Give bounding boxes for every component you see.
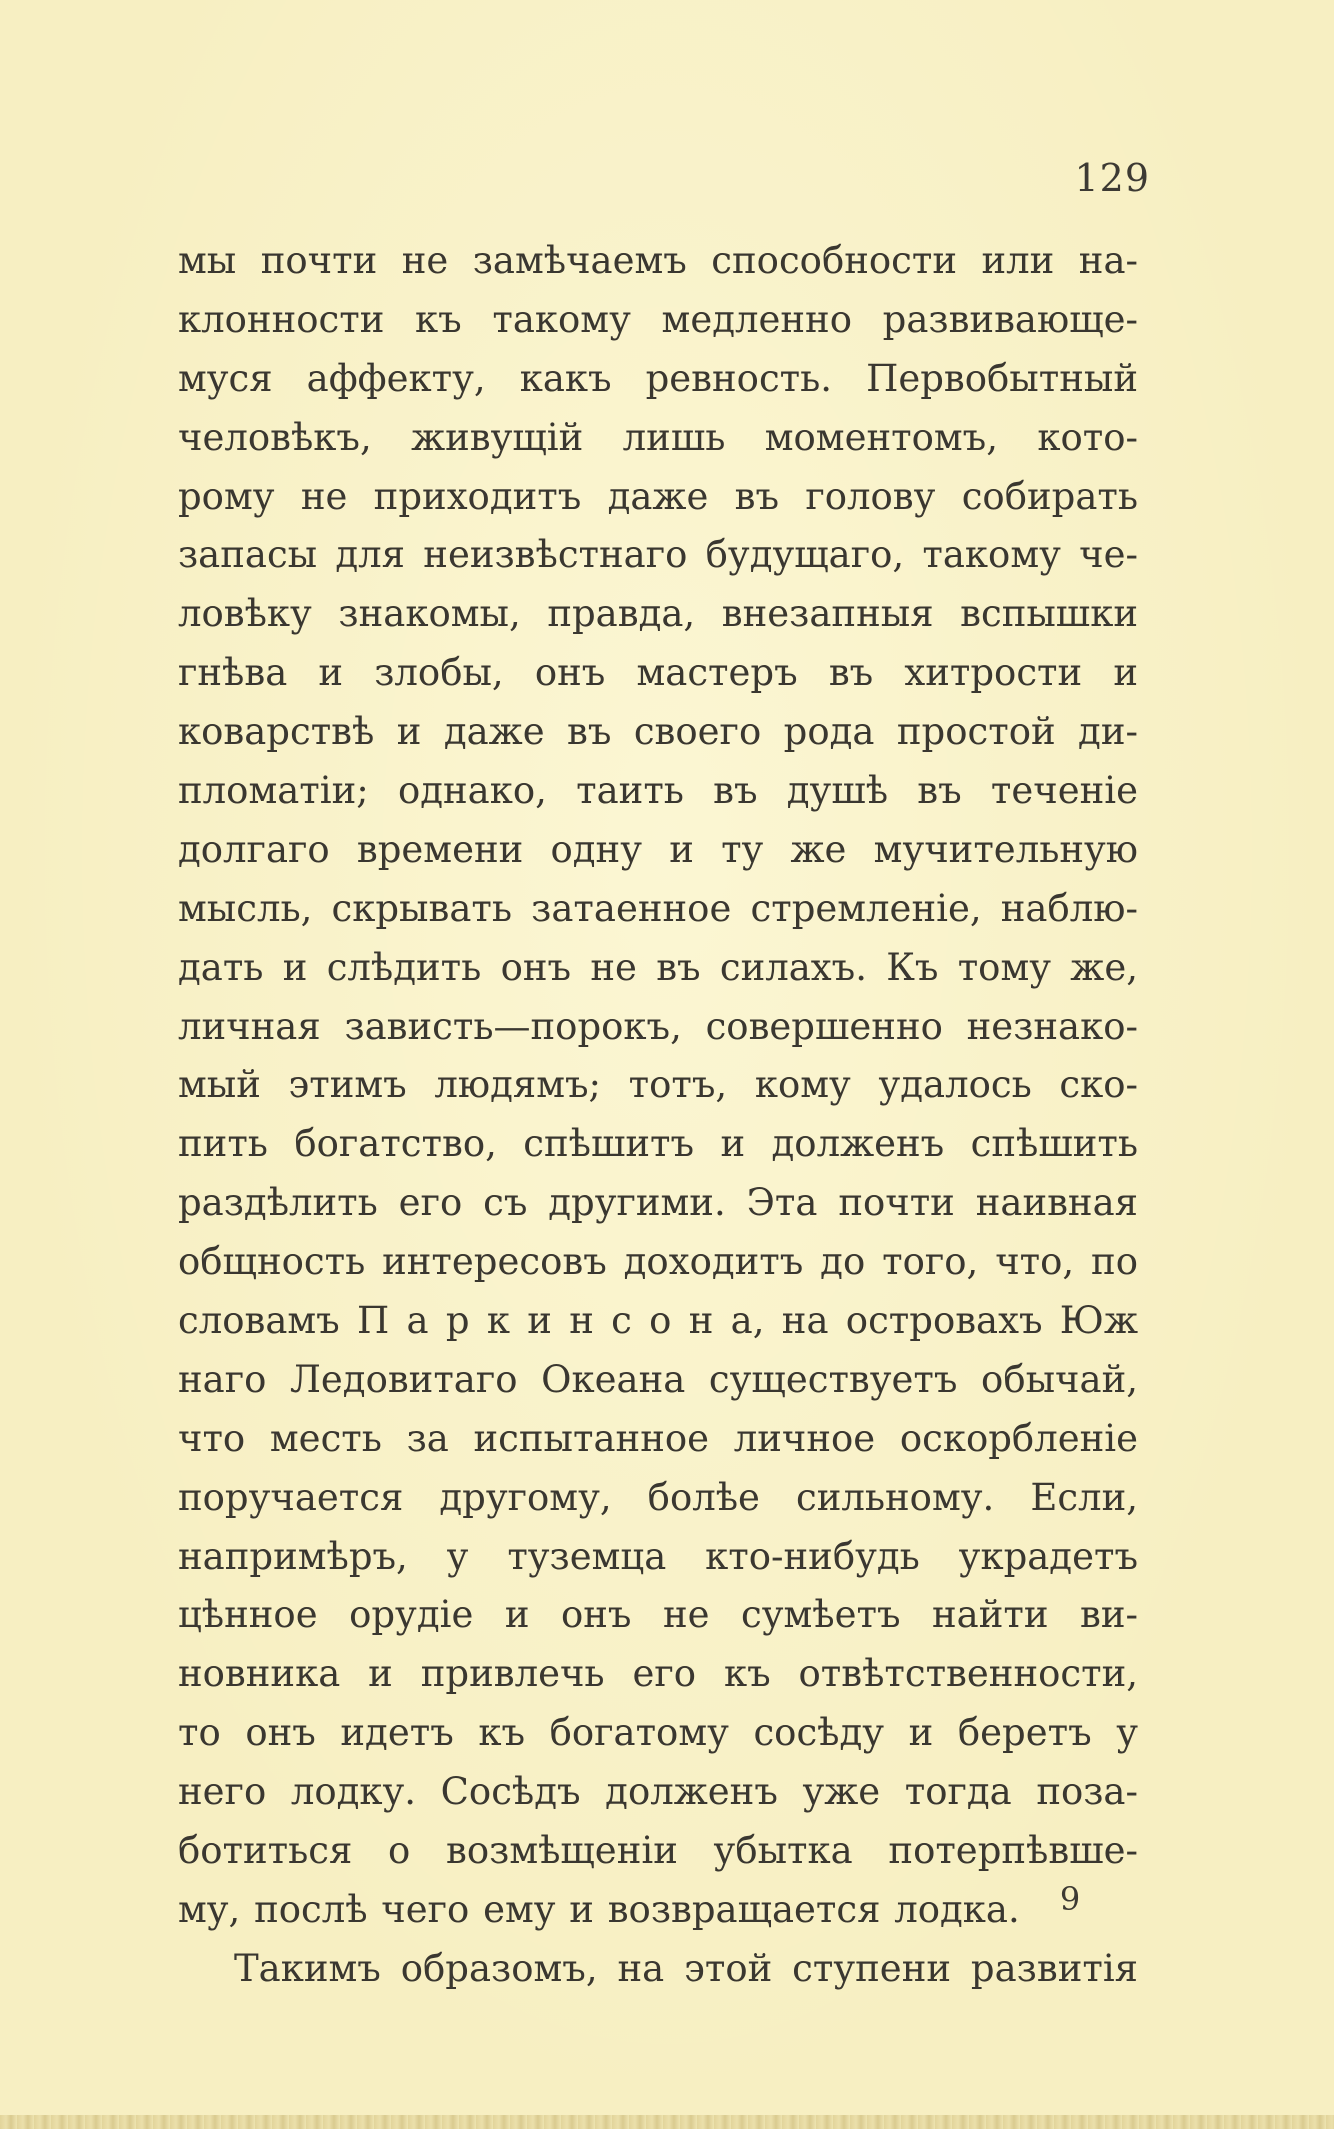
text-line: мый этимъ людямъ; тотъ, кому удалось ско- (178, 1063, 1138, 1107)
text-line: новника и привлечь его къ отвѣтственности, (178, 1652, 1138, 1696)
text-line: раздѣлить его съ другими. Эта почти наивная (178, 1181, 1138, 1225)
text-line: напримѣръ, у туземца кто-нибудь украдетъ (178, 1534, 1138, 1578)
text-line: него лодку. Сосѣдъ долженъ уже тогда поза- (178, 1770, 1138, 1814)
text-line: мы почти не замѣчаемъ способности или на- (178, 239, 1138, 282)
text-line-paragraph-end: му, послѣ чего ему и возвращается лодка. (178, 1887, 1020, 1931)
printer-signature-mark: 9 (1059, 1880, 1081, 1918)
text-line: ловѣку знакомы, правда, внезапныя вспышки (178, 592, 1138, 636)
page-bottom-edge (0, 2115, 1334, 2129)
text-line: пломатіи; однако, таить въ душѣ въ теченіе (178, 769, 1138, 813)
text-line: цѣнное орудіе и онъ не сумѣетъ найти ви- (178, 1593, 1138, 1637)
text-line: рому не приходитъ даже въ голову собирать (178, 474, 1138, 518)
text-line: ботиться о возмѣщеніи убытка потерпѣвше- (178, 1829, 1138, 1873)
text-line: пить богатство, спѣшитъ и долженъ спѣшить (178, 1122, 1138, 1166)
text-line: человѣкъ, живущій лишь моментомъ, кото- (178, 415, 1138, 459)
text-line: дать и слѣдить онъ не въ силахъ. Къ тому же, (178, 945, 1138, 989)
text-line: личная зависть—порокъ, совершенно незнако- (178, 1004, 1138, 1048)
text-line: общность интересовъ доходитъ до того, что, по (178, 1240, 1138, 1284)
text-line: то онъ идетъ къ богатому сосѣду и беретъ у (178, 1711, 1138, 1755)
text-line: поручается другому, болѣе сильному. Если, (178, 1475, 1138, 1519)
text-line: словамъ П а р к и н с о н а, на островахъ Юж (178, 1299, 1138, 1343)
text-line: коварствѣ и даже въ своего рода простой ди- (178, 710, 1138, 754)
text-line: мысль, скрывать затаенное стремленіе, наблю- (178, 886, 1138, 930)
text-line: долгаго времени одну и ту же мучительную (178, 827, 1138, 871)
text-line: клонности къ такому медленно развивающе- (178, 297, 1138, 341)
page-number: 129 (1074, 156, 1150, 200)
text-line: муся аффекту, какъ ревность. Первобытный (178, 356, 1138, 400)
text-line-paragraph-start: Такимъ образомъ, на этой ступени развитія (234, 1946, 1138, 1990)
text-line: запасы для неизвѣстнаго будущаго, такому че- (178, 533, 1138, 577)
text-line: что месть за испытанное личное оскорбленіе (178, 1416, 1138, 1460)
text-line: наго Ледовитаго Океана существуетъ обычай, (178, 1357, 1138, 1401)
body-text (178, 232, 1138, 1999)
text-line: гнѣва и злобы, онъ мастеръ въ хитрости и (178, 651, 1138, 695)
